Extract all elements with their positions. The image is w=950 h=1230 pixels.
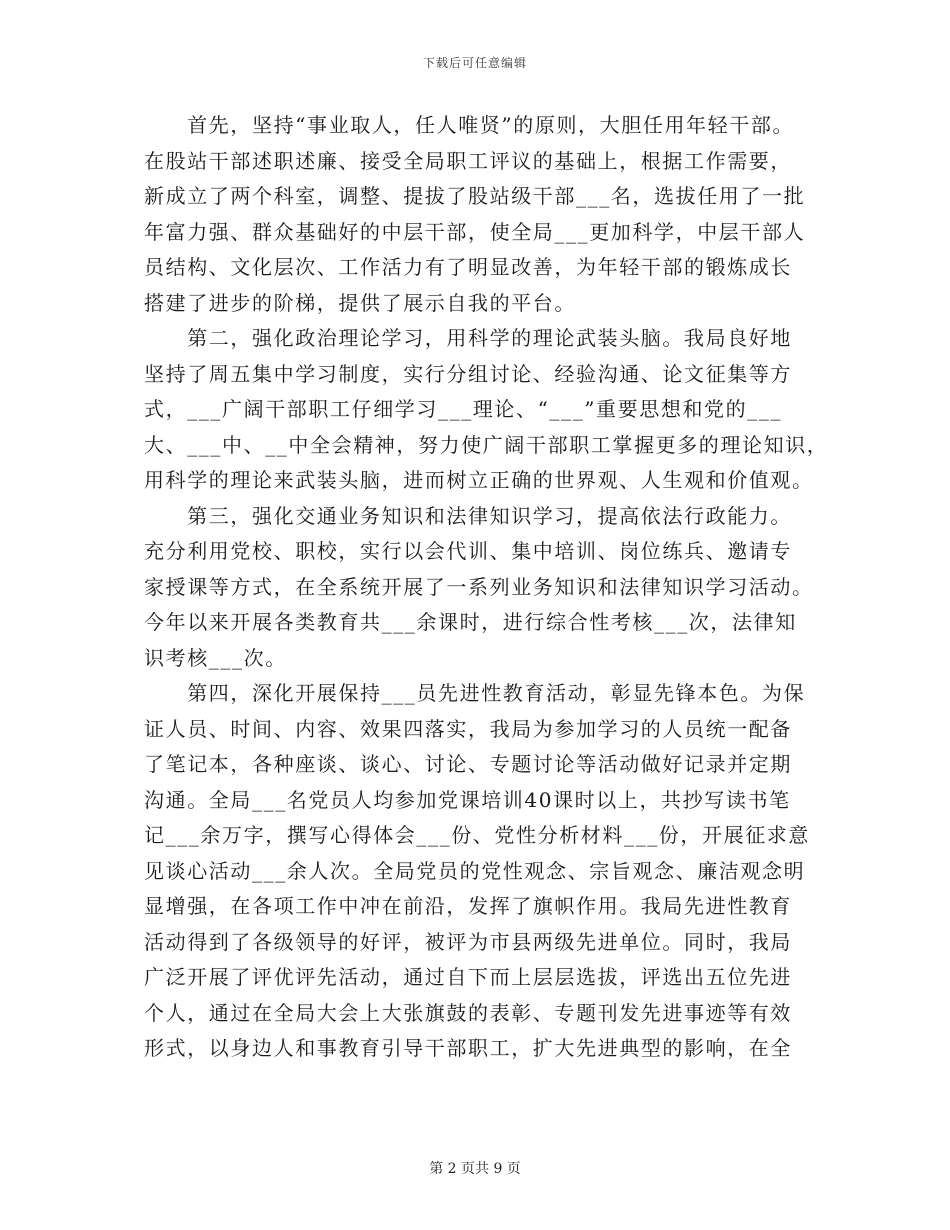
text-line: 广泛开展了评优评先活动，通过自下而上层层选拔，评选出五位先进 [144,965,792,989]
text-line: 新成立了两个科室，调整、提拔了股站级干部___名，选拔任用了一批 [144,184,806,208]
text-line: 搭建了进步的阶梯，提供了展示自我的平台。 [144,290,576,315]
text-line: 第二，强化政治理论学习，用科学的理论武装头脑。我局良好地 [144,326,792,350]
text-line: 见谈心活动___余人次。全局党员的党性观念、宗旨观念、廉洁观念明 [144,858,806,883]
body-text [144,108,829,1067]
text-line: 沟通。全局___名党员人均参加党课培训40课时以上，共抄写读书笔 [144,787,791,812]
text-line: 充分利用党校、职校，实行以会代训、集中培训、岗位练兵、邀请专 [144,539,792,563]
text-line: 年富力强、群众基础好的中层干部，使全局___更加科学，中层干部人 [144,219,806,244]
text-line: 活动得到了各级领导的好评，被评为市县两级先进单位。同时，我局 [144,929,792,954]
text-line: 今年以来开展各类教育共___余课时，进行综合性考核___次，法律知 [144,610,797,634]
text-line: 家授课等方式，在全系统开展了一系列业务知识和法律知识学习活动。 [144,574,814,599]
text-line: 大、___中、__中全会精神，努力使广阔干部职工掌握更多的理论知识， [144,432,829,457]
text-line: 个人，通过在全局大会上大张旗鼓的表彰、专题刊发先进事迹等有效 [144,1000,792,1025]
page-number: 第 2 页共 9 页 [429,1161,521,1177]
text-line: 用科学的理论来武装头脑，进而树立正确的世界观、人生观和价值观。 [144,468,814,492]
text-line: 显增强，在各项工作中冲在前沿，发挥了旗帜作用。我局先进性教育 [144,894,792,918]
text-line: 在股站干部述职述廉、接受全局职工评议的基础上，根据工作需要， [144,148,792,173]
text-line: 式，___广阔干部职工仔细学习___理论、“___”重要思想和党的___ [144,397,783,421]
text-line: 识考核___次。 [144,645,287,670]
text-line: 首先，坚持“事业取人，任人唯贤”的原则，大胆任用年轻干部。 [144,113,795,137]
text-line: 了笔记本，各种座谈、谈心、讨论、专题讨论等活动做好记录并定期 [144,752,792,776]
text-line: 第四，深化开展保持___员先进性教育活动，彰显先锋本色。为保 [144,681,806,705]
text-line: 坚持了周五集中学习制度，实行分组讨论、经验沟通、论文征集等方 [144,361,792,386]
text-line: 第三，强化交通业务知识和法律知识学习，提高依法行政能力。 [144,503,792,528]
text-line: 员结构、文化层次、工作活力有了明显改善，为年轻干部的锻炼成长 [144,255,792,279]
page-header-note: 下载后可任意编辑 [422,56,527,70]
text-line: 证人员、时间、内容、效果四落实，我局为参加学习的人员统一配备 [144,716,792,741]
text-line: 形式，以身边人和事教育引导干部职工，扩大先进典型的影响，在全 [144,1036,792,1060]
text-line: 记___余万字，撰写心得体会___份、党性分析材料___份，开展征求意 [144,823,810,847]
